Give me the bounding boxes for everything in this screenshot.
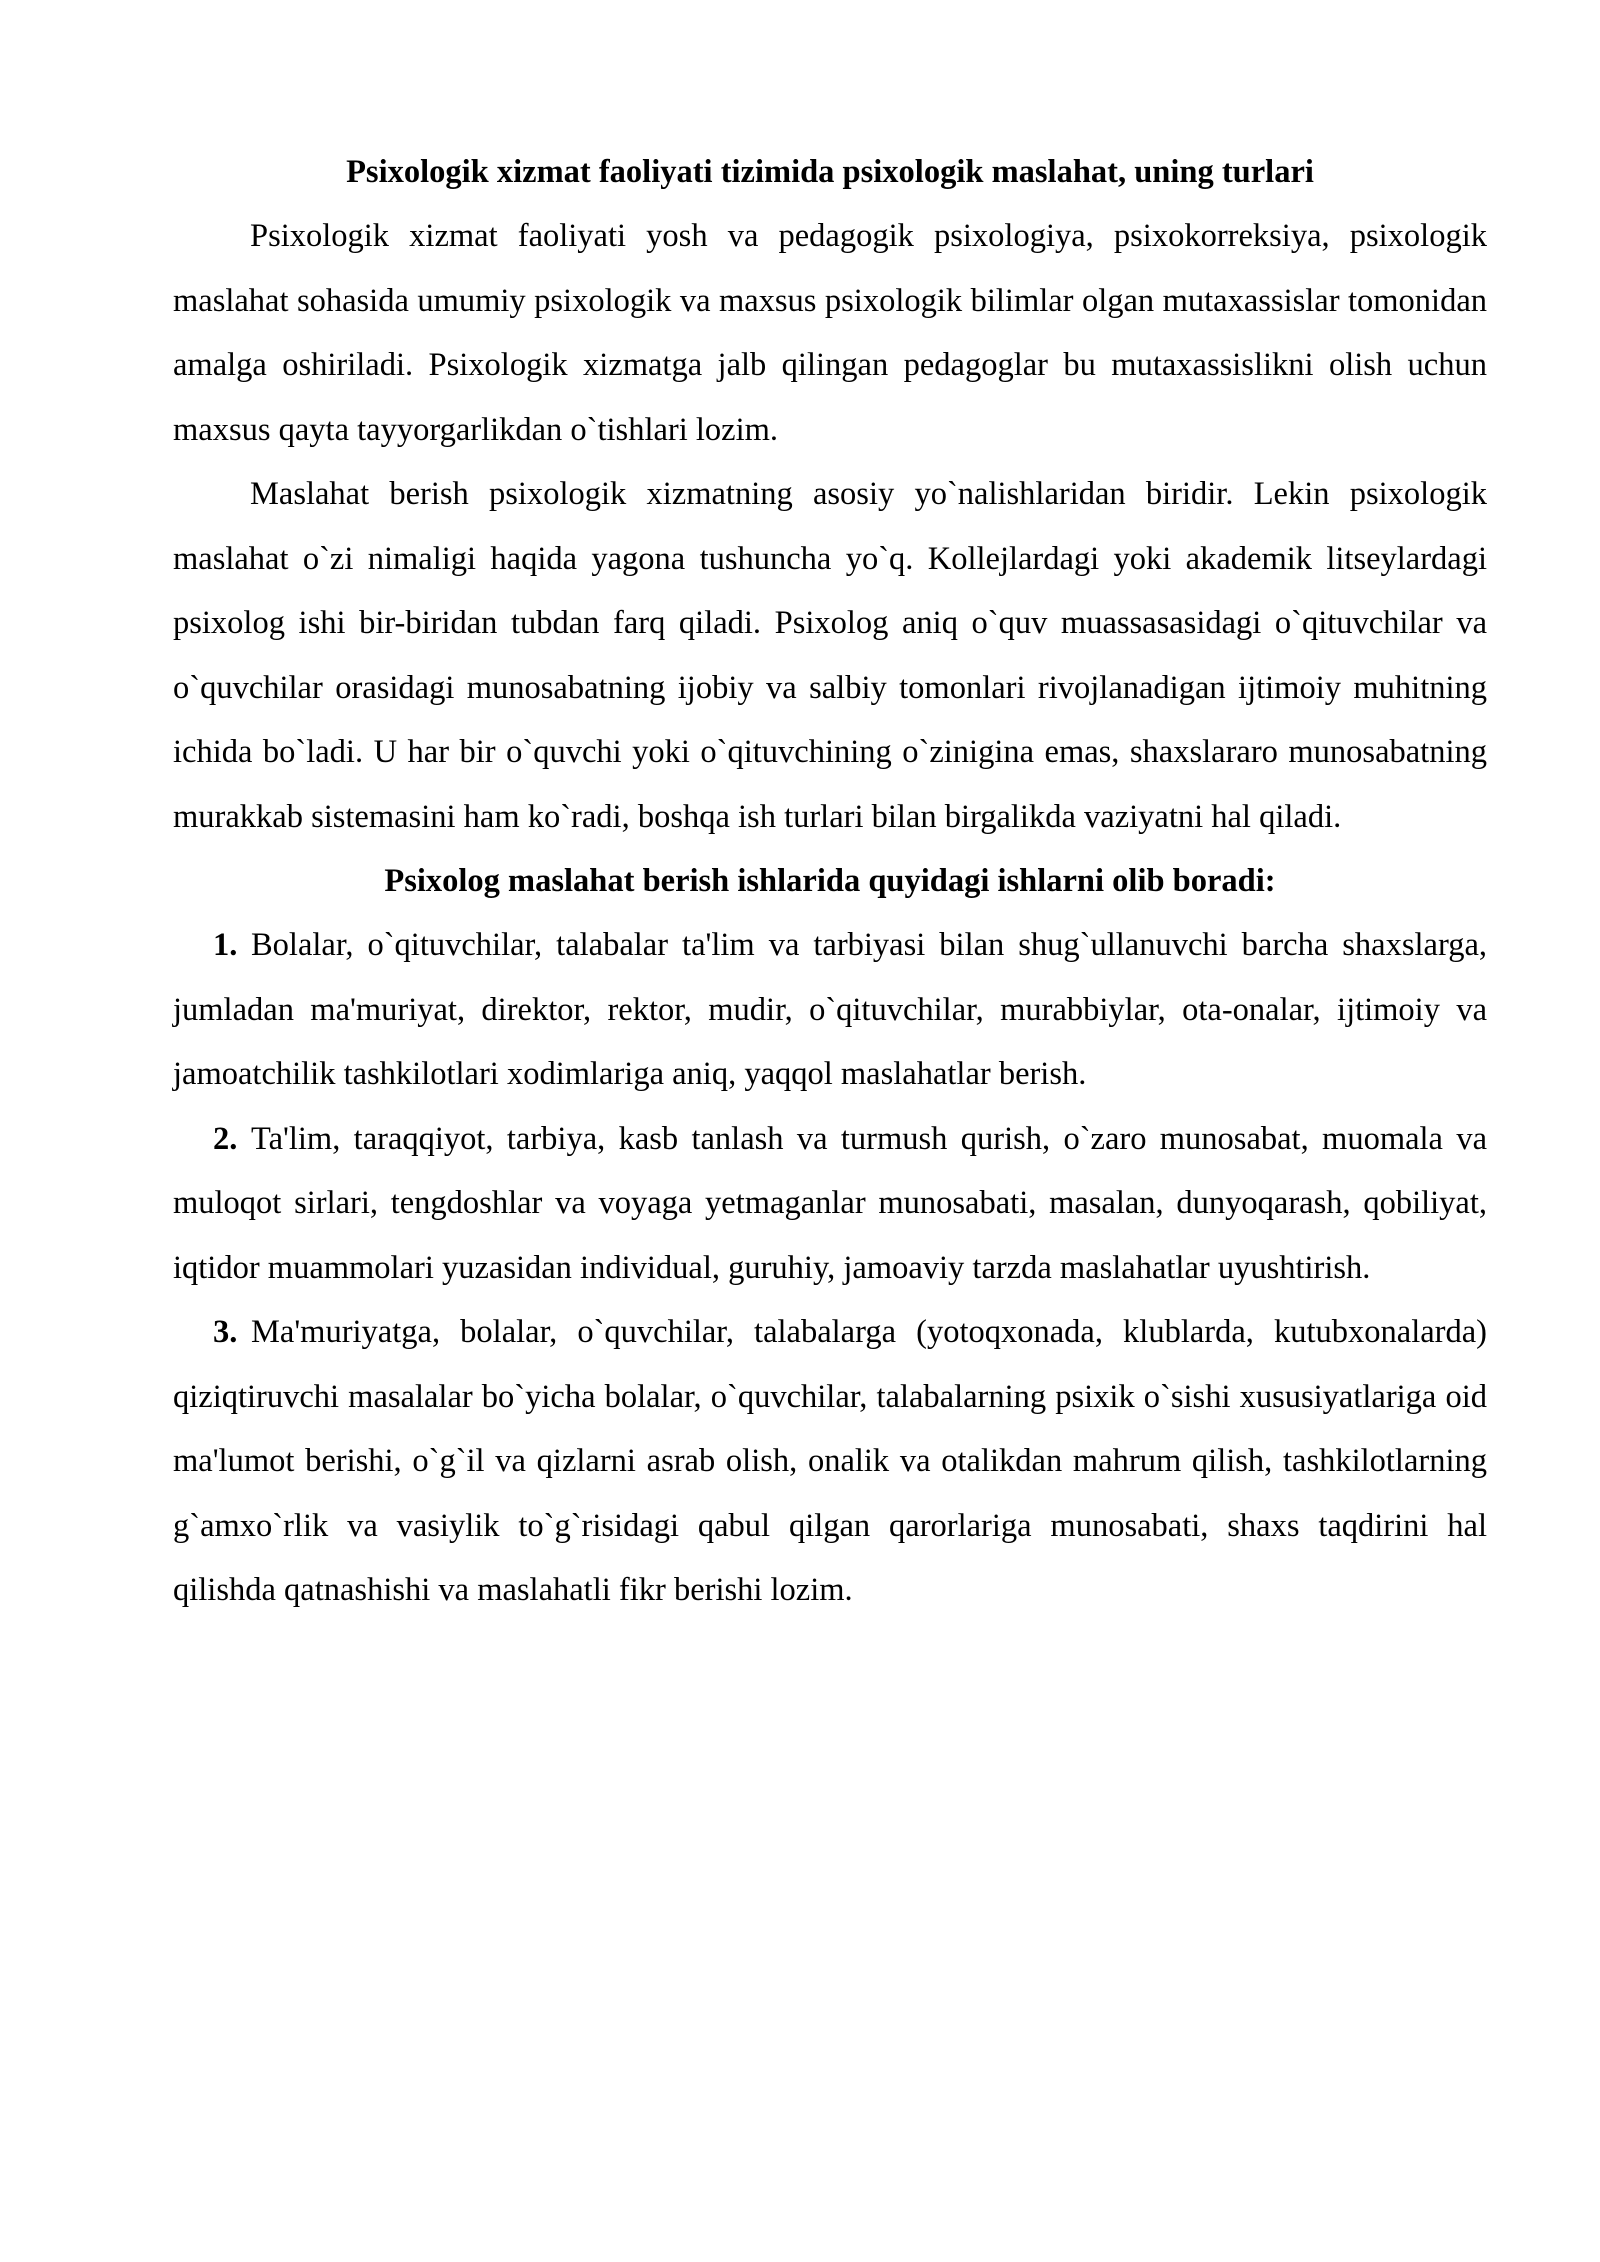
list-item — [173, 913, 1487, 1107]
document-title: Psixologik xizmat faoliyati tizimida psixologik maslahat, uning turlari — [346, 154, 1314, 190]
list-item-number: 2. — [213, 1120, 238, 1157]
list-item-number: 3. — [213, 1314, 238, 1350]
numbered-list — [173, 913, 1487, 1623]
section-subtitle: Psixolog maslahat berish ishlarida quyidagi ishlarni olib boradi: — [384, 863, 1276, 899]
document-page — [173, 140, 1487, 1623]
list-item-text: Ma'muriyatga, bolalar, o`quvchilar, talabalarga (yotoqxonada, klublarda, kutubxonalarda) qiziqtiruvchi masalalar bo`yicha bolalar, o`quvchilar, talabalarning psixik o`sishi xususiyatlariga oid ma'lumot berishi, o`g`il va qizlarni asrab olish, onalik va otalikdan mahrum qilish, tashkilotlarning g`amxo`rlik va vasiylik to`g`risidagi qabul qilgan qarorlariga munosabati, shaxs taqdirini hal qilishda qatnashishi va maslahatli fikr berishi lozim. — [173, 1314, 1487, 1608]
list-item-text: Ta'lim, taraqqiyot, tarbiya, kasb tanlash va turmush qurish, o`zaro munosabat, muomala va muloqot sirlari, tengdoshlar va voyaga yetmaganlar munosabati, masalan, dunyoqarash, qobiliyat, iqtidor muammolari yuzasidan individual, guruhiy, jamoaviy tarzda maslahatlar uyushtirish. — [173, 1120, 1487, 1286]
list-item-text: Bolalar, o`qituvchilar, talabalar ta'lim va tarbiyasi bilan shug`ullanuvchi barcha shaxslarga, jumladan ma'muriyat, direktor, rektor, mudir, o`qituvchilar, murabbiylar, ota-onalar, ijtimoiy va jamoatchilik tashkilotlari xodimlariga aniq, yaqqol maslahatlar berish. — [173, 927, 1487, 1092]
paragraph-consulting: Maslahat berish psixologik xizmatning asosiy yo`nalishlaridan biridir. Lekin psixologik maslahat o`zi nimaligi haqida yagona tushuncha yo`q. Kollejlardagi yoki akademik litseylardagi psixolog ishi bir-biridan tubdan farq qiladi. Psixolog aniq o`quv muassasasidagi o`qituvchilar va o`quvchilar orasidagi munosabatning ijobiy va salbiy tomonlari rivojlanadigan ijtimoiy muhitning ichida bo`ladi. U har bir o`quvchi yoki o`qituvchining o`zinigina emas, shaxslararo munosabatning murakkab sistemasini ham ko`radi, boshqa ish turlari bilan birgalikda vaziyatni hal qiladi. — [173, 476, 1487, 835]
list-item — [173, 1107, 1487, 1301]
list-item — [173, 1300, 1487, 1623]
paragraph-intro: Psixologik xizmat faoliyati yosh va pedagogik psixologiya, psixokorreksiya, psixologik maslahat sohasida umumiy psixologik va maxsus psixologik bilimlar olgan mutaxassislar tomonidan amalga oshiriladi. Psixologik xizmatga jalb qilingan pedagoglar bu mutaxassislikni olish uchun maxsus qayta tayyorgarlikdan o`tishlari lozim. — [173, 218, 1487, 448]
list-item-number: 1. — [213, 927, 238, 963]
